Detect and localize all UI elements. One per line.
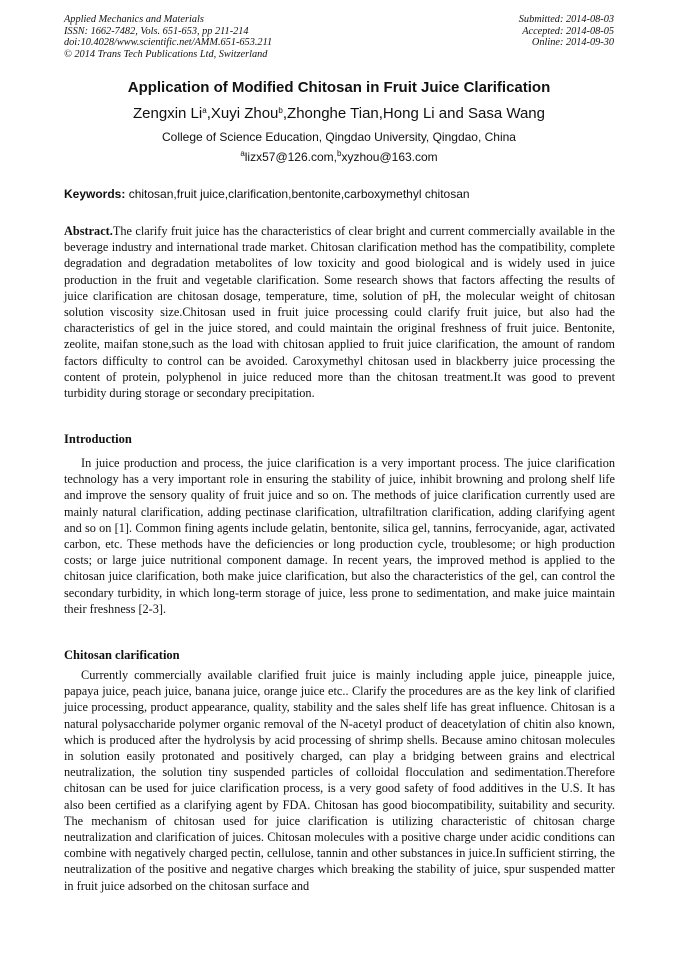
introduction-paragraph: In juice production and process, the juice clarification is a very important process. The juice clarification technology has a very important role in ensuring the stability of juice, inhibit browning and prolong shelf life and improve the sensory quality of fruit juice and so on. The methods of juice clarification currently used are mainly natural clarification, adding pectinase clarification, ultrafiltration clarification, adding clarifying agent and so on [1]. Common fining agents include gelatin, bentonite, silica gel, tannins, ferrocyanide, agar, activated carbon, etc. These methods have the deficiencies or long production cycle, troublesome; or high production costs; or large juice nutritional component damage. In recent years, the improved method is applied to the chitosan juice clarification, both make juice clarification, but also the characteristics of the gel, can control the secondary turbidity, in which long-term storage of juice, less prone to sedimentation, and make juice maintain their freshness [2-3].: [64, 456, 615, 616]
accepted-date: Accepted: 2014-08-05: [522, 25, 614, 37]
online-date: Online: 2014-09-30: [531, 37, 614, 49]
journal-header-left: [64, 14, 272, 60]
abstract-text: The clarify fruit juice has the characteristics of clear bright and current commercially available in the beverage industry and international trade market. Chitosan clarification method has the compatibility, complete degradation and degradation metabolites of low toxicity and good biological and is widely used in juice production in the fruit and vegetable clarification. Some research shows that factors affecting the results of juice clarification are chitosan dosage, temperature, time, solution of pH, the molecular weight of chitosan solution viscosity size.Chitosan used in fruit juice processing could clarify fruit juice, but also had the characteristics of gel in the juice stored, and could maintain the original freshness of fruit juice. Bentonite, zeolite, maifan stone,such as the load with chitosan applied to fruit juice clarification, the amount of random factors difficulty to control can be avoided. Caroxymethyl chitosan used in blackberry juice processing the content of protein, polyphenol in juice reduced more than the chitosan treatment.It was good to prevent turbidity during storage or secondary precipitation.: [64, 224, 615, 401]
author-list: [40, 105, 638, 122]
abstract-paragraph: [64, 223, 615, 401]
affiliation: College of Science Education, Qingdao University, Qingdao, China: [162, 130, 516, 144]
email-1: lizx57@126.com,: [244, 150, 337, 164]
author-2-superscript: b: [278, 106, 283, 115]
email-2: xyzhou@163.com: [341, 150, 438, 164]
copyright-line: © 2014 Trans Tech Publications Ltd, Switzerland: [64, 48, 268, 60]
keywords-label: Keywords:: [64, 187, 126, 201]
journal-header-right: [519, 14, 614, 49]
email-2-superscript: b: [337, 149, 342, 158]
chitosan-clarification-paragraph: Currently commercially available clarified fruit juice is mainly including apple juice, pineapple juice, papaya juice, peach juice, banana juice, orange juice etc.. Clarify the procedures are as the key link of clarified juice processing, product appearance, quality, stability and the sales shelf life has great influence. Chitosan is a natural polysaccharide polymer organic removal of the N-acetyl product of deacetylation of chitin also known, which is produced after the hydrolysis by acid processing of shrimp shells. Because amino chitosan molecules in solution easily protonated and positively charged, can play a bridging between grains and electrical neutralization, the solution tiny suspended particles of colloidal flocculation and sedimentation.Therefore chitosan can be used for juice clarification process, is a very good safety of food additives in the U.S. It has also been certified as a clarifying agent by FDA. Chitosan has good biocompatibility, suitability and security. The mechanism of chitosan used for juice clarification is utilizing characteristic of chitosan charge neutralization and clarification of juices. Chitosan molecules with a positive charge under acidic conditions can combine with negatively charged pectin, cellulose, tannin and other substances in juice.In sufficient stirring, the neutralization of the positive and negative charges which breaking the stability of juice, spur suspended matter in fruit juice adsorbed on the chitosan surface and: [64, 668, 615, 893]
paper-title: Application of Modified Chitosan in Fruit Juice Clarification: [127, 79, 551, 96]
introduction-heading: Introduction: [64, 432, 132, 446]
journal-name: Applied Mechanics and Materials: [64, 14, 204, 25]
author-2: ,Xuyi Zhou: [206, 105, 279, 122]
author-emails: [40, 150, 638, 164]
chitosan-clarification-heading: Chitosan clarification: [64, 648, 180, 662]
other-authors: ,Zhonghe Tian,Hong Li and Sasa Wang: [282, 105, 545, 122]
submitted-date: Submitted: 2014-08-03: [518, 14, 614, 25]
issn-line: ISSN: 1662-7482, Vols. 651-653, pp 211-214: [64, 25, 249, 37]
author-1: Zengxin Li: [133, 105, 203, 122]
email-1-superscript: a: [240, 149, 245, 158]
doi-line: doi:10.4028/www.scientific.net/AMM.651-653.211: [64, 37, 273, 49]
author-1-superscript: a: [202, 106, 207, 115]
keywords-line: [64, 187, 624, 201]
keywords-text: chitosan,fruit juice,clarification,bentonite,carboxymethyl chitosan: [128, 187, 470, 201]
abstract-label: Abstract.: [64, 224, 113, 238]
